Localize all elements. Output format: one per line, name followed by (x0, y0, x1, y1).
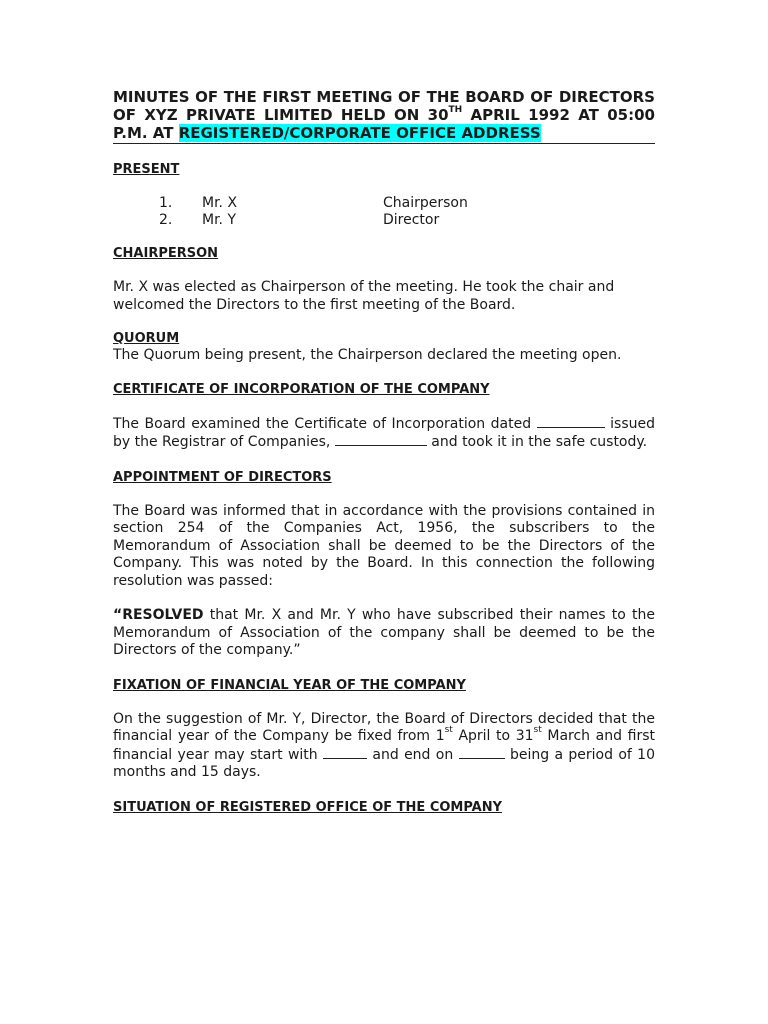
start-date-blank (323, 746, 367, 759)
attendee-list (113, 195, 655, 231)
registered-office-heading: SITUATION OF REGISTERED OFFICE OF THE COMPANY (113, 799, 503, 815)
certificate-text: The Board examined the Certificate of Incorporation dated (113, 415, 537, 432)
resolution-paragraph (113, 607, 655, 660)
appointment-heading: APPOINTMENT OF DIRECTORS (113, 469, 332, 485)
quorum-paragraph: The Quorum being present, the Chairperson declared the meeting open. (113, 347, 622, 363)
resolved-label: “RESOLVED (113, 607, 204, 623)
financial-year-heading: FIXATION OF FINANCIAL YEAR OF THE COMPANY (113, 677, 466, 693)
certificate-text: issued by the Registrar of Companies, (113, 415, 655, 450)
certificate-paragraph (113, 415, 655, 452)
title-line-2-text: OF XYZ PRIVATE LIMITED HELD ON 30 (113, 106, 449, 124)
title-line-3-text: P.M. AT (113, 124, 179, 142)
certificate-text: and took it in the safe custody. (426, 434, 648, 450)
chairperson-heading: CHAIRPERSON (113, 246, 219, 261)
attendee-role: Director (383, 212, 440, 228)
document-page (113, 88, 655, 816)
title-date-suffix: TH (448, 105, 463, 115)
attendee-row (113, 212, 655, 230)
financial-year-text: March and first financial year may start with (113, 728, 655, 763)
attendee-row (113, 195, 655, 213)
ordinal-suffix: st (533, 725, 542, 736)
attendee-name: Mr. Y (202, 212, 237, 228)
end-date-blank (459, 746, 505, 759)
attendee-name: Mr. X (202, 195, 238, 211)
financial-year-text: and end on (367, 746, 459, 763)
title-line-2 (113, 106, 655, 124)
chairperson-paragraph: Mr. X was elected as Chairperson of the meeting. He took the chair and welcomed the Directors to the first meeting of the Board. (113, 279, 615, 313)
resolution-text: that Mr. X and Mr. Y who have subscribed their names to the Memorandum of Association of the company shall be deemed to be the Directors of the company.” (113, 607, 655, 658)
financial-year-text: April to 31 (452, 728, 534, 744)
financial-year-paragraph (113, 711, 655, 782)
present-heading: PRESENT (113, 162, 180, 177)
attendee-number: 1. (159, 195, 173, 211)
title-line-1: MINUTES OF THE FIRST MEETING OF THE BOARD OF DIRECTORS (113, 88, 655, 106)
ordinal-suffix: st (444, 725, 453, 736)
attendee-role: Chairperson (383, 195, 468, 211)
financial-year-text: On the suggestion of Mr. Y, Director, the Board of Directors decided that the financial year of the Company be fixed from 1 (113, 710, 655, 744)
registrar-blank (335, 433, 427, 446)
financial-year-text: being a period of 10 months and 15 days. (113, 746, 655, 780)
appointment-paragraph: The Board was informed that in accordance with the provisions contained in section 254 of the Companies Act, 1956, the subscribers to the Memorandum of Association shall be deemed to be the Directors of the Company. This was noted by the Board. In this connection the following resolution was passed: (113, 502, 655, 589)
date-blank (537, 415, 605, 428)
address-placeholder-highlight: REGISTERED/CORPORATE OFFICE ADDRESS (178, 124, 541, 142)
certificate-heading: CERTIFICATE OF INCORPORATION OF THE COMPANY (113, 381, 490, 397)
minutes-title (113, 88, 655, 144)
quorum-heading: QUORUM (113, 331, 180, 346)
title-line-3 (113, 124, 655, 142)
title-line-2-end: APRIL 1992 AT 05:00 (462, 106, 655, 124)
attendee-number: 2. (159, 212, 173, 228)
